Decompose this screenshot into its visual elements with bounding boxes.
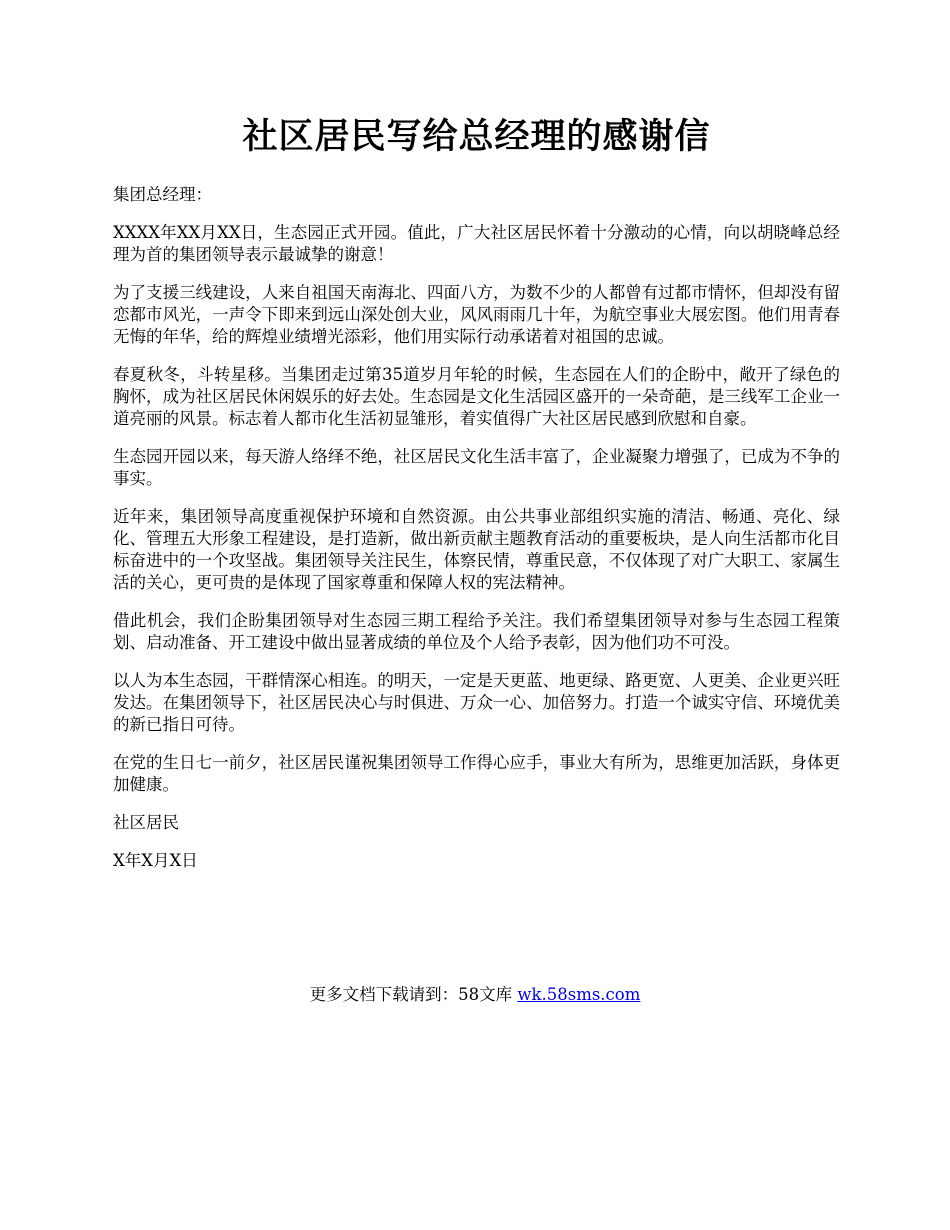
paragraph-5: 近年来，集团领导高度重视保护环境和自然资源。由公共事业部组织实施的清洁、畅通、亮化、绿化、管理五大形象工程建设，是打造新，做出新贡献主题教育活动的重要板块，是人向生活都市化目标奋进中的一个攻坚战。集团领导关注民生，体察民情，尊重民意，不仅体现了对广大职工、家属生活的关心，更可贵的是体现了国家尊重和保障人权的宪法精神。 — [113, 507, 840, 592]
date-line: X年X月X日 — [113, 851, 198, 870]
paragraph-7: 以人为本生态园，干群情深心相连。的明天，一定是天更蓝、地更绿、路更宽、人更美、企业更兴旺发达。在集团领导下，社区居民决心与时俱进、万众一心、加倍努力。打造一个诚实守信、环境优美的新已指日可待。 — [113, 671, 840, 734]
document-title: 社区居民写给总经理的感谢信 — [242, 116, 711, 157]
footer-text: 更多文档下载请到：58文库 — [309, 985, 513, 1004]
paragraph-2: 为了支援三线建设，人来自祖国天南海北、四面八方，为数不少的人都曾有过都市情怀，但却没有留恋都市风光，一声令下即来到远山深处创大业，风风雨雨几十年，为航空事业大展宏图。他们用青春无悔的年华，给的辉煌业绩增光添彩，他们用实际行动承诺着对祖国的忠诚。 — [113, 283, 840, 346]
footer — [0, 984, 950, 1006]
signature: 社区居民 — [113, 813, 179, 832]
paragraph-4: 生态园开园以来，每天游人络绎不绝，社区居民文化生活丰富了，企业凝聚力增强了，已成为不争的事实。 — [113, 447, 840, 488]
paragraph-1: XXXX年XX月XX日，生态园正式开园。值此，广大社区居民怀着十分激动的心情，向以胡晓峰总经理为首的集团领导表示最诚挚的谢意！ — [113, 223, 840, 264]
salutation: 集团总经理： — [113, 185, 212, 204]
document-page — [113, 112, 840, 888]
footer-link[interactable]: wk.58sms.com — [517, 985, 641, 1004]
paragraph-3: 春夏秋冬，斗转星移。当集团走过第35道岁月年轮的时候，生态园在人们的企盼中，敞开了绿色的胸怀，成为社区居民休闲娱乐的好去处。生态园是文化生活园区盛开的一朵奇葩，是三线军工企业一道亮丽的风景。标志着人都市化生活初显雏形，着实值得广大社区居民感到欣慰和自豪。 — [113, 365, 840, 428]
paragraph-6: 借此机会，我们企盼集团领导对生态园三期工程给予关注。我们希望集团领导对参与生态园工程策划、启动准备、开工建设中做出显著成绩的单位及个人给予表彰，因为他们功不可没。 — [113, 611, 840, 652]
paragraph-8: 在党的生日七一前夕，社区居民谨祝集团领导工作得心应手，事业大有所为，思维更加活跃，身体更加健康。 — [113, 753, 840, 794]
